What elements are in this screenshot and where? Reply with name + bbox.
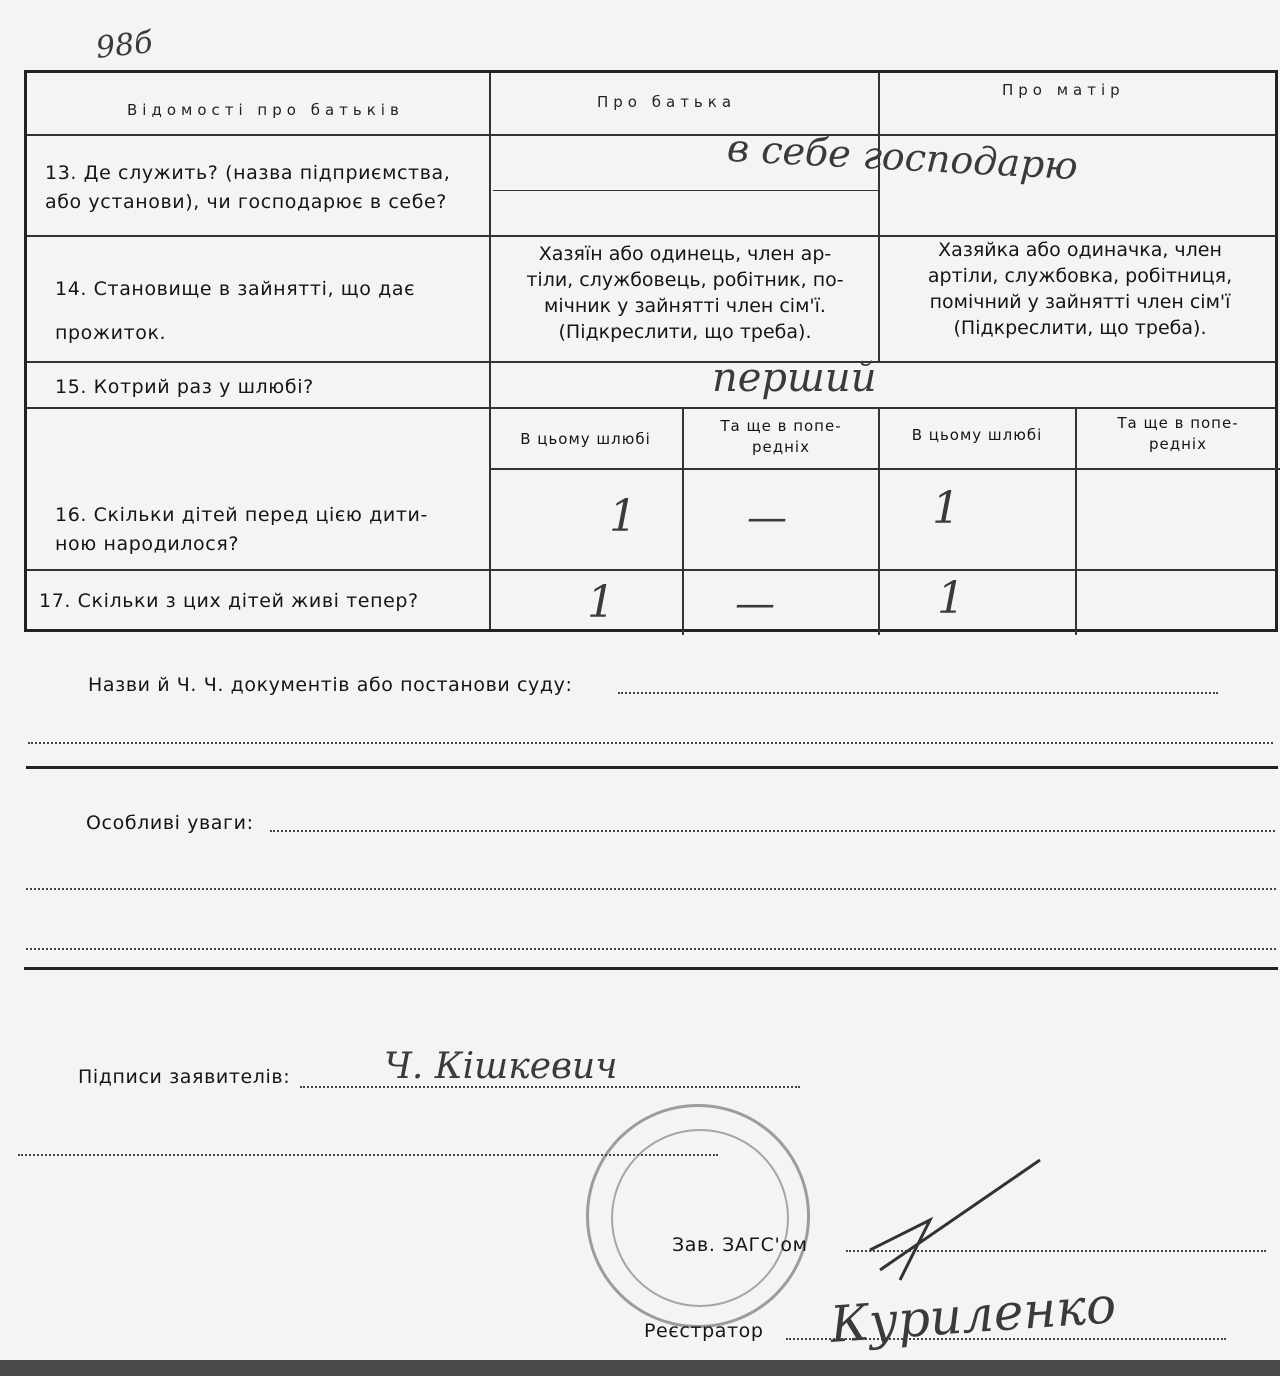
documents-label: Назви й Ч. Ч. документів або постанови суду: [88, 674, 573, 696]
notes-label: Особливі уваги: [86, 812, 254, 834]
parents-table [24, 70, 1278, 632]
options-mother-14: Хазяйка або одиначка, член артіли, службовка, робітниця, помічний у зайнятті член сім'ї (Підкреслити, що треба). [927, 239, 1233, 339]
head-signature-mark [840, 1150, 1080, 1290]
question-14: 14. Становище в зайнятті, що дає прожиток. [55, 278, 416, 344]
value-16-father-this: 1 [609, 491, 637, 542]
value-17-father-this: 1 [587, 577, 615, 628]
subheader-father-prev: Та ще в попе- редніх [720, 417, 842, 456]
documents-divider [26, 766, 1278, 769]
page-number: 98б [94, 25, 155, 66]
value-16-father-prev: — [747, 495, 787, 541]
answer-13: в себе господарю [726, 125, 1079, 189]
value-17-mother-this: 1 [937, 573, 965, 624]
header-father: Про батька [597, 93, 737, 111]
applicant-signature: Ч. Кішкевич [384, 1046, 618, 1087]
subheader-mother-prev: Та ще в попе- редніх [1117, 414, 1239, 453]
notes-line-2[interactable] [26, 888, 1276, 890]
notes-divider [24, 967, 1278, 970]
question-17: 17. Скільки з цих дітей живі тепер? [39, 590, 419, 612]
head-label: Зав. ЗАГС'ом [672, 1234, 808, 1256]
header-mother: Про матір [1002, 81, 1125, 99]
signatures-label: Підписи заявителів: [78, 1066, 291, 1088]
registrar-label: Реєстратор [644, 1320, 764, 1342]
subheader-father-this: В цьому шлюбі [520, 430, 651, 448]
notes-line-1[interactable] [270, 830, 1275, 832]
question-13: 13. Де служить? (назва підприємства, або установи), чи господарює в себе? [45, 162, 451, 213]
notes-line-3[interactable] [26, 948, 1276, 950]
official-stamp [586, 1104, 810, 1328]
value-17-father-prev: — [735, 581, 775, 627]
registrar-signature: Куриленко [828, 1276, 1118, 1354]
documents-line-2[interactable] [28, 742, 1273, 744]
options-father-14: Хазяїн або одинець, член ар- тіли, службовець, робітник, по- мічник у зайнятті член сім'ї. (Підкреслити, що треба). [526, 243, 844, 343]
question-16: 16. Скільки дітей перед цією дити- ною народилося? [55, 504, 428, 555]
signatures-line-1[interactable] [300, 1086, 800, 1088]
subheader-mother-this: В цьому шлюбі [911, 426, 1043, 444]
documents-line-1[interactable] [618, 692, 1218, 694]
bottom-stain [0, 1360, 1280, 1376]
header-parents: Відомості про батьків [127, 101, 404, 119]
answer-15: перший [712, 355, 877, 401]
value-16-mother-this: 1 [932, 483, 960, 534]
question-15: 15. Котрий раз у шлюбі? [55, 376, 314, 398]
